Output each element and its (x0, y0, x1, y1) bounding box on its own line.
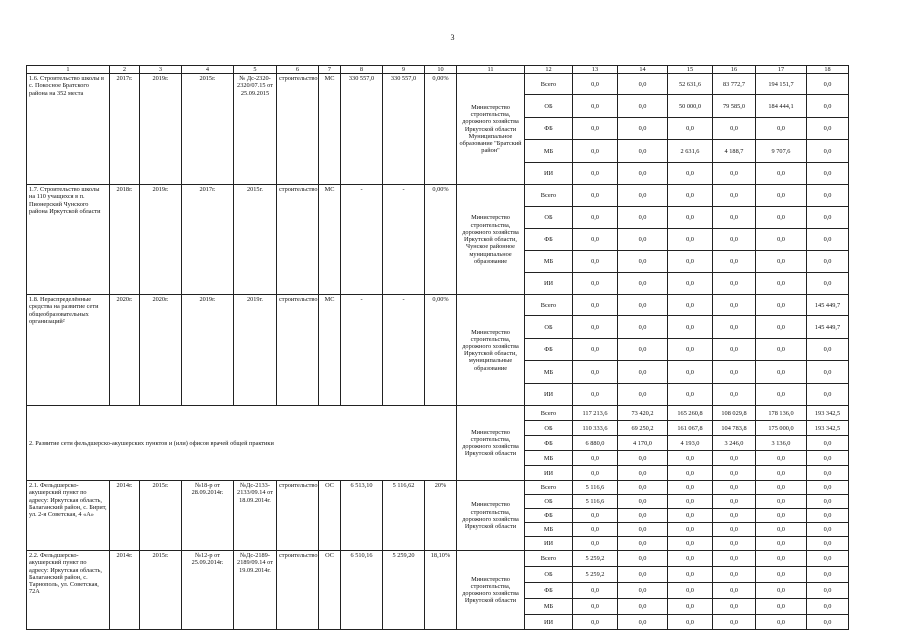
amount-col-15: 0,0 (668, 615, 713, 630)
amount-col-15: 0,0 (668, 599, 713, 615)
amount-col-18: 0,0 (807, 495, 849, 509)
section-2.1-c9: 5 116,62 (383, 481, 425, 551)
amount-col-14: 0,0 (618, 251, 668, 273)
amount-col-14: 0,0 (618, 295, 668, 316)
amount-col-18: 0,0 (807, 567, 849, 583)
amount-col-15: 0,0 (668, 495, 713, 509)
amount-col-14: 0,0 (618, 163, 668, 185)
section-1.6-c8: 330 557,0 (341, 74, 383, 185)
amount-col-14: 0,0 (618, 74, 668, 95)
amount-col-15: 0,0 (668, 295, 713, 316)
amount-col-18: 0,0 (807, 207, 849, 229)
section-2.1-row-Всего (27, 481, 849, 495)
amount-col-18: 0,0 (807, 384, 849, 406)
amount-col-14: 0,0 (618, 273, 668, 295)
amount-col-18: 0,0 (807, 523, 849, 537)
funding-source-label: ФБ (525, 436, 573, 451)
amount-col-17: 0,0 (756, 229, 807, 251)
amount-col-13: 0,0 (573, 451, 618, 466)
section-1.8-responsible: Министерство строительства, дорожного хозяйства Иркутской области, муниципальные образование (457, 295, 525, 406)
section-1.8-c3: 2020г. (140, 295, 182, 406)
amount-col-15: 0,0 (668, 537, 713, 551)
column-number-6: 6 (277, 66, 319, 74)
amount-col-13: 0,0 (573, 140, 618, 163)
amount-col-14: 0,0 (618, 481, 668, 495)
amount-col-15: 0,0 (668, 316, 713, 339)
amount-col-16: 0,0 (713, 599, 756, 615)
amount-col-16: 83 772,7 (713, 74, 756, 95)
amount-col-17: 0,0 (756, 523, 807, 537)
amount-col-18: 0,0 (807, 615, 849, 630)
amount-col-13: 5 259,2 (573, 551, 618, 567)
funding-source-label: МБ (525, 361, 573, 384)
amount-col-17: 184 444,1 (756, 95, 807, 118)
section-2.1-name: 2.1. Фельдшерско-акушерский пункт по адресу: Иркутская область, Балаганский район, с. Бирит, ул. 2-я Советская, 4 «А» (27, 481, 110, 551)
amount-col-15: 0,0 (668, 523, 713, 537)
amount-col-14: 4 170,0 (618, 436, 668, 451)
amount-col-14: 0,0 (618, 451, 668, 466)
column-number-row (27, 66, 849, 74)
amount-col-16: 0,0 (713, 185, 756, 207)
amount-col-17: 0,0 (756, 551, 807, 567)
amount-col-14: 0,0 (618, 207, 668, 229)
amount-col-17: 0,0 (756, 339, 807, 361)
section-1.8-c2: 2020г. (110, 295, 140, 406)
section-2.2-name: 2.2. Фельдшерско-акушерский пункт по адресу: Иркутская область, Балаганский район, с. Тарнополь, ул. Советская, 72А (27, 551, 110, 630)
amount-col-13: 0,0 (573, 583, 618, 599)
section-2.2-c6: строительство (277, 551, 319, 630)
amount-col-13: 0,0 (573, 523, 618, 537)
amount-col-15: 0,0 (668, 466, 713, 481)
amount-col-18: 0,0 (807, 537, 849, 551)
funding-source-label: ОБ (525, 207, 573, 229)
section-1.6-c4: 2015г. (182, 74, 234, 185)
amount-col-16: 0,0 (713, 316, 756, 339)
amount-col-14: 0,0 (618, 185, 668, 207)
funding-source-label: Всего (525, 74, 573, 95)
amount-col-18: 0,0 (807, 339, 849, 361)
column-number-16: 16 (713, 66, 756, 74)
amount-col-17: 0,0 (756, 615, 807, 630)
amount-col-15: 161 067,8 (668, 421, 713, 436)
amount-col-15: 0,0 (668, 251, 713, 273)
section-2.2-c2: 2014г. (110, 551, 140, 630)
amount-col-14: 0,0 (618, 537, 668, 551)
amount-col-17: 0,0 (756, 118, 807, 140)
amount-col-13: 110 333,6 (573, 421, 618, 436)
amount-col-13: 0,0 (573, 118, 618, 140)
amount-col-13: 0,0 (573, 229, 618, 251)
section-2.1-c5: №Дс-2133-2133/09.14 от 18.09.2014г. (234, 481, 277, 551)
section-2.1-c3: 2015г. (140, 481, 182, 551)
amount-col-13: 5 116,6 (573, 495, 618, 509)
section-1.6-c2: 2017г. (110, 74, 140, 185)
funding-source-label: ОБ (525, 316, 573, 339)
amount-col-16: 0,0 (713, 567, 756, 583)
amount-col-15: 0,0 (668, 481, 713, 495)
amount-col-16: 0,0 (713, 551, 756, 567)
section-1.8-name: 1.8. Нераспределённые средства на развитие сети общеобразовательных организаций² (27, 295, 110, 406)
amount-col-18: 0,0 (807, 74, 849, 95)
funding-source-label: ФБ (525, 229, 573, 251)
section-1.7-c2: 2018г. (110, 185, 140, 295)
column-number-15: 15 (668, 66, 713, 74)
amount-col-16: 0,0 (713, 229, 756, 251)
funding-source-label: ИИ (525, 466, 573, 481)
amount-col-18: 0,0 (807, 251, 849, 273)
amount-col-18: 0,0 (807, 361, 849, 384)
amount-col-18: 145 449,7 (807, 295, 849, 316)
funding-source-label: Всего (525, 481, 573, 495)
section-1.8-c6: строительство (277, 295, 319, 406)
amount-col-17: 0,0 (756, 599, 807, 615)
column-number-18: 18 (807, 66, 849, 74)
amount-col-14: 0,0 (618, 95, 668, 118)
amount-col-13: 117 213,6 (573, 406, 618, 421)
amount-col-16: 0,0 (713, 615, 756, 630)
amount-col-17: 0,0 (756, 495, 807, 509)
amount-col-14: 0,0 (618, 140, 668, 163)
amount-col-15: 165 260,8 (668, 406, 713, 421)
section-1.8-c5: 2019г. (234, 295, 277, 406)
section-2.2-c7: ОС (319, 551, 341, 630)
amount-col-18: 0,0 (807, 118, 849, 140)
section-1.7-c9: - (383, 185, 425, 295)
column-number-12: 12 (525, 66, 573, 74)
amount-col-14: 0,0 (618, 583, 668, 599)
amount-col-17: 0,0 (756, 295, 807, 316)
section-2.1-c2: 2014г. (110, 481, 140, 551)
funding-source-label: ИИ (525, 163, 573, 185)
amount-col-17: 178 136,0 (756, 406, 807, 421)
amount-col-14: 0,0 (618, 615, 668, 630)
amount-col-13: 0,0 (573, 74, 618, 95)
amount-col-18: 0,0 (807, 140, 849, 163)
amount-col-15: 0,0 (668, 509, 713, 523)
amount-col-14: 0,0 (618, 509, 668, 523)
amount-col-14: 0,0 (618, 495, 668, 509)
funding-source-label: ИИ (525, 537, 573, 551)
section-1.8-c4: 2019г. (182, 295, 234, 406)
funding-source-label: Всего (525, 551, 573, 567)
section-1.6-c6: строительство (277, 74, 319, 185)
column-number-8: 8 (341, 66, 383, 74)
amount-col-14: 0,0 (618, 384, 668, 406)
amount-col-16: 0,0 (713, 163, 756, 185)
amount-col-18: 193 342,5 (807, 406, 849, 421)
funding-source-label: ИИ (525, 615, 573, 630)
funding-source-label: ОБ (525, 495, 573, 509)
section-1.7-c10: 0,00% (425, 185, 457, 295)
amount-col-17: 175 000,0 (756, 421, 807, 436)
section-2.1-c4: №18-р от 28.09.2014г. (182, 481, 234, 551)
column-number-5: 5 (234, 66, 277, 74)
funding-source-label: ОБ (525, 95, 573, 118)
amount-col-16: 0,0 (713, 523, 756, 537)
amount-col-17: 0,0 (756, 251, 807, 273)
funding-source-label: ФБ (525, 339, 573, 361)
amount-col-16: 0,0 (713, 509, 756, 523)
amount-col-13: 0,0 (573, 273, 618, 295)
amount-col-14: 0,0 (618, 339, 668, 361)
amount-col-16: 104 783,8 (713, 421, 756, 436)
amount-col-17: 194 151,7 (756, 74, 807, 95)
section-1.6-name: 1.6. Строительство школы в с. Покосное Братского района на 352 места (27, 74, 110, 185)
section-2.1-c10: 20% (425, 481, 457, 551)
amount-col-14: 0,0 (618, 551, 668, 567)
amount-col-14: 0,0 (618, 361, 668, 384)
amount-col-13: 0,0 (573, 537, 618, 551)
amount-col-15: 52 631,6 (668, 74, 713, 95)
amount-col-16: 0,0 (713, 537, 756, 551)
amount-col-18: 0,0 (807, 466, 849, 481)
amount-col-16: 3 246,0 (713, 436, 756, 451)
section-1.8-c10: 0,00% (425, 295, 457, 406)
section-1.6-row-Всего (27, 74, 849, 95)
section-2.1-responsible: Министерство строительства, дорожного хозяйства Иркутской области (457, 481, 525, 551)
section-1.8-c7: МС (319, 295, 341, 406)
amount-col-14: 0,0 (618, 523, 668, 537)
amount-col-13: 0,0 (573, 466, 618, 481)
section-2.1-c6: строительство (277, 481, 319, 551)
column-number-14: 14 (618, 66, 668, 74)
amount-col-17: 0,0 (756, 481, 807, 495)
amount-col-16: 0,0 (713, 251, 756, 273)
amount-col-14: 0,0 (618, 567, 668, 583)
amount-col-16: 0,0 (713, 495, 756, 509)
amount-col-17: 0,0 (756, 273, 807, 295)
funding-source-label: ИИ (525, 384, 573, 406)
amount-col-14: 0,0 (618, 316, 668, 339)
column-number-13: 13 (573, 66, 618, 74)
amount-col-14: 69 250,2 (618, 421, 668, 436)
amount-col-18: 0,0 (807, 95, 849, 118)
amount-col-16: 0,0 (713, 451, 756, 466)
amount-col-14: 0,0 (618, 599, 668, 615)
amount-col-16: 0,0 (713, 295, 756, 316)
amount-col-16: 0,0 (713, 273, 756, 295)
amount-col-15: 0,0 (668, 163, 713, 185)
amount-col-17: 0,0 (756, 207, 807, 229)
funding-source-label: ОБ (525, 421, 573, 436)
funding-source-label: ФБ (525, 118, 573, 140)
section-2-responsible: Министерство строительства, дорожного хозяйства Иркутской области (457, 406, 525, 481)
amount-col-13: 5 116,6 (573, 481, 618, 495)
amount-col-16: 0,0 (713, 466, 756, 481)
section-1.7-c7: МС (319, 185, 341, 295)
section-1.7-row-Всего (27, 185, 849, 207)
amount-col-18: 0,0 (807, 185, 849, 207)
section-2.2-c8: 6 510,16 (341, 551, 383, 630)
amount-col-15: 0,0 (668, 567, 713, 583)
amount-col-13: 0,0 (573, 163, 618, 185)
section-2.2-responsible: Министерство строительства, дорожного хозяйства Иркутской области (457, 551, 525, 630)
funding-source-label: МБ (525, 251, 573, 273)
funding-source-label: МБ (525, 140, 573, 163)
section-1.7-c5: 2015г. (234, 185, 277, 295)
section-2.1-c8: 6 513,10 (341, 481, 383, 551)
section-1.6-responsible: Министерство строительства, дорожного хозяйства Иркутской области Муниципальное образование "Братский район" (457, 74, 525, 185)
funding-source-label: МБ (525, 451, 573, 466)
amount-col-13: 0,0 (573, 384, 618, 406)
amount-col-16: 0,0 (713, 339, 756, 361)
section-1.6-c9: 330 557,0 (383, 74, 425, 185)
column-number-3: 3 (140, 66, 182, 74)
amount-col-18: 193 342,5 (807, 421, 849, 436)
amount-col-15: 0,0 (668, 583, 713, 599)
amount-col-13: 0,0 (573, 95, 618, 118)
amount-col-15: 0,0 (668, 361, 713, 384)
column-number-17: 17 (756, 66, 807, 74)
section-1.8-row-Всего (27, 295, 849, 316)
amount-col-13: 0,0 (573, 295, 618, 316)
amount-col-17: 0,0 (756, 384, 807, 406)
amount-col-18: 0,0 (807, 229, 849, 251)
amount-col-13: 0,0 (573, 316, 618, 339)
amount-col-14: 73 420,2 (618, 406, 668, 421)
amount-col-17: 0,0 (756, 316, 807, 339)
amount-col-16: 0,0 (713, 583, 756, 599)
amount-col-15: 0,0 (668, 273, 713, 295)
section-2.2-row-Всего (27, 551, 849, 567)
amount-col-17: 0,0 (756, 361, 807, 384)
amount-col-16: 0,0 (713, 481, 756, 495)
funding-source-label: Всего (525, 295, 573, 316)
amount-col-18: 0,0 (807, 551, 849, 567)
section-1.7-responsible: Министерство строительства, дорожного хозяйства Иркутской области, Чунское районное муниципальное образование (457, 185, 525, 295)
section-2.2-c4: №12-р от 25.09.2014г. (182, 551, 234, 630)
section-1.8-c8: - (341, 295, 383, 406)
amount-col-15: 0,0 (668, 207, 713, 229)
section-2-title: 2. Развитие сети фельдшерско-акушерских пунктов и (или) офисов врачей общей практики (27, 406, 457, 481)
section-2.2-c9: 5 259,20 (383, 551, 425, 630)
amount-col-13: 0,0 (573, 207, 618, 229)
section-1.6-c7: МС (319, 74, 341, 185)
amount-col-15: 0,0 (668, 451, 713, 466)
section-1.6-c5: № Дс-2320-2320/07.15 от 25.09.2015 (234, 74, 277, 185)
amount-col-18: 0,0 (807, 583, 849, 599)
amount-col-17: 0,0 (756, 466, 807, 481)
amount-col-15: 0,0 (668, 551, 713, 567)
amount-col-13: 0,0 (573, 339, 618, 361)
column-number-10: 10 (425, 66, 457, 74)
funding-source-label: Всего (525, 185, 573, 207)
amount-col-15: 2 631,6 (668, 140, 713, 163)
section-2.2-c3: 2015г. (140, 551, 182, 630)
section-1.6-c10: 0,00% (425, 74, 457, 185)
amount-col-17: 0,0 (756, 163, 807, 185)
amount-col-17: 0,0 (756, 451, 807, 466)
section-2.1-c7: ОС (319, 481, 341, 551)
amount-col-15: 50 000,0 (668, 95, 713, 118)
amount-col-18: 0,0 (807, 273, 849, 295)
amount-col-16: 4 188,7 (713, 140, 756, 163)
amount-col-16: 0,0 (713, 361, 756, 384)
funding-source-label: ОБ (525, 567, 573, 583)
amount-col-17: 0,0 (756, 583, 807, 599)
amount-col-14: 0,0 (618, 466, 668, 481)
amount-col-17: 3 136,0 (756, 436, 807, 451)
amount-col-17: 9 707,6 (756, 140, 807, 163)
amount-col-13: 0,0 (573, 509, 618, 523)
amount-col-18: 0,0 (807, 451, 849, 466)
funding-source-label: Всего (525, 406, 573, 421)
funding-source-label: МБ (525, 523, 573, 537)
amount-col-16: 0,0 (713, 118, 756, 140)
amount-col-13: 0,0 (573, 185, 618, 207)
amount-col-14: 0,0 (618, 229, 668, 251)
column-number-2: 2 (110, 66, 140, 74)
funding-source-label: ФБ (525, 509, 573, 523)
amount-col-18: 145 449,7 (807, 316, 849, 339)
amount-col-16: 79 585,0 (713, 95, 756, 118)
column-number-4: 4 (182, 66, 234, 74)
amount-col-17: 0,0 (756, 185, 807, 207)
amount-col-16: 108 029,8 (713, 406, 756, 421)
amount-col-13: 5 259,2 (573, 567, 618, 583)
amount-col-17: 0,0 (756, 537, 807, 551)
amount-col-13: 0,0 (573, 361, 618, 384)
column-number-1: 1 (27, 66, 110, 74)
amount-col-13: 0,0 (573, 599, 618, 615)
amount-col-15: 0,0 (668, 229, 713, 251)
section-1.7-c4: 2017г. (182, 185, 234, 295)
amount-col-16: 0,0 (713, 207, 756, 229)
amount-col-18: 0,0 (807, 481, 849, 495)
section-1.7-c3: 2019г. (140, 185, 182, 295)
column-number-11: 11 (457, 66, 525, 74)
section-1.7-c6: строительство (277, 185, 319, 295)
amount-col-13: 6 880,0 (573, 436, 618, 451)
amount-col-18: 0,0 (807, 436, 849, 451)
section-2.2-c10: 18,10% (425, 551, 457, 630)
amount-col-15: 0,0 (668, 384, 713, 406)
funding-source-label: ФБ (525, 583, 573, 599)
funding-source-label: МБ (525, 599, 573, 615)
amount-col-13: 0,0 (573, 251, 618, 273)
amount-col-18: 0,0 (807, 509, 849, 523)
column-number-7: 7 (319, 66, 341, 74)
section-1.7-c8: - (341, 185, 383, 295)
amount-col-17: 0,0 (756, 567, 807, 583)
amount-col-15: 0,0 (668, 185, 713, 207)
column-number-9: 9 (383, 66, 425, 74)
amount-col-17: 0,0 (756, 509, 807, 523)
page-number: 3 (450, 33, 455, 42)
amount-col-13: 0,0 (573, 615, 618, 630)
amount-col-14: 0,0 (618, 118, 668, 140)
amount-col-18: 0,0 (807, 163, 849, 185)
program-table (26, 65, 849, 630)
section-1.6-c3: 2019г. (140, 74, 182, 185)
amount-col-15: 4 193,0 (668, 436, 713, 451)
amount-col-15: 0,0 (668, 339, 713, 361)
amount-col-15: 0,0 (668, 118, 713, 140)
funding-source-label: ИИ (525, 273, 573, 295)
section-2-row-Всего (27, 406, 849, 421)
section-2.2-c5: №Дс-2189-2189/09.14 от 19.09.2014г. (234, 551, 277, 630)
section-1.7-name: 1.7. Строительство школы на 110 учащихся в п. Пионерский Чунского района Иркутской области (27, 185, 110, 295)
section-1.8-c9: - (383, 295, 425, 406)
amount-col-18: 0,0 (807, 599, 849, 615)
amount-col-16: 0,0 (713, 384, 756, 406)
